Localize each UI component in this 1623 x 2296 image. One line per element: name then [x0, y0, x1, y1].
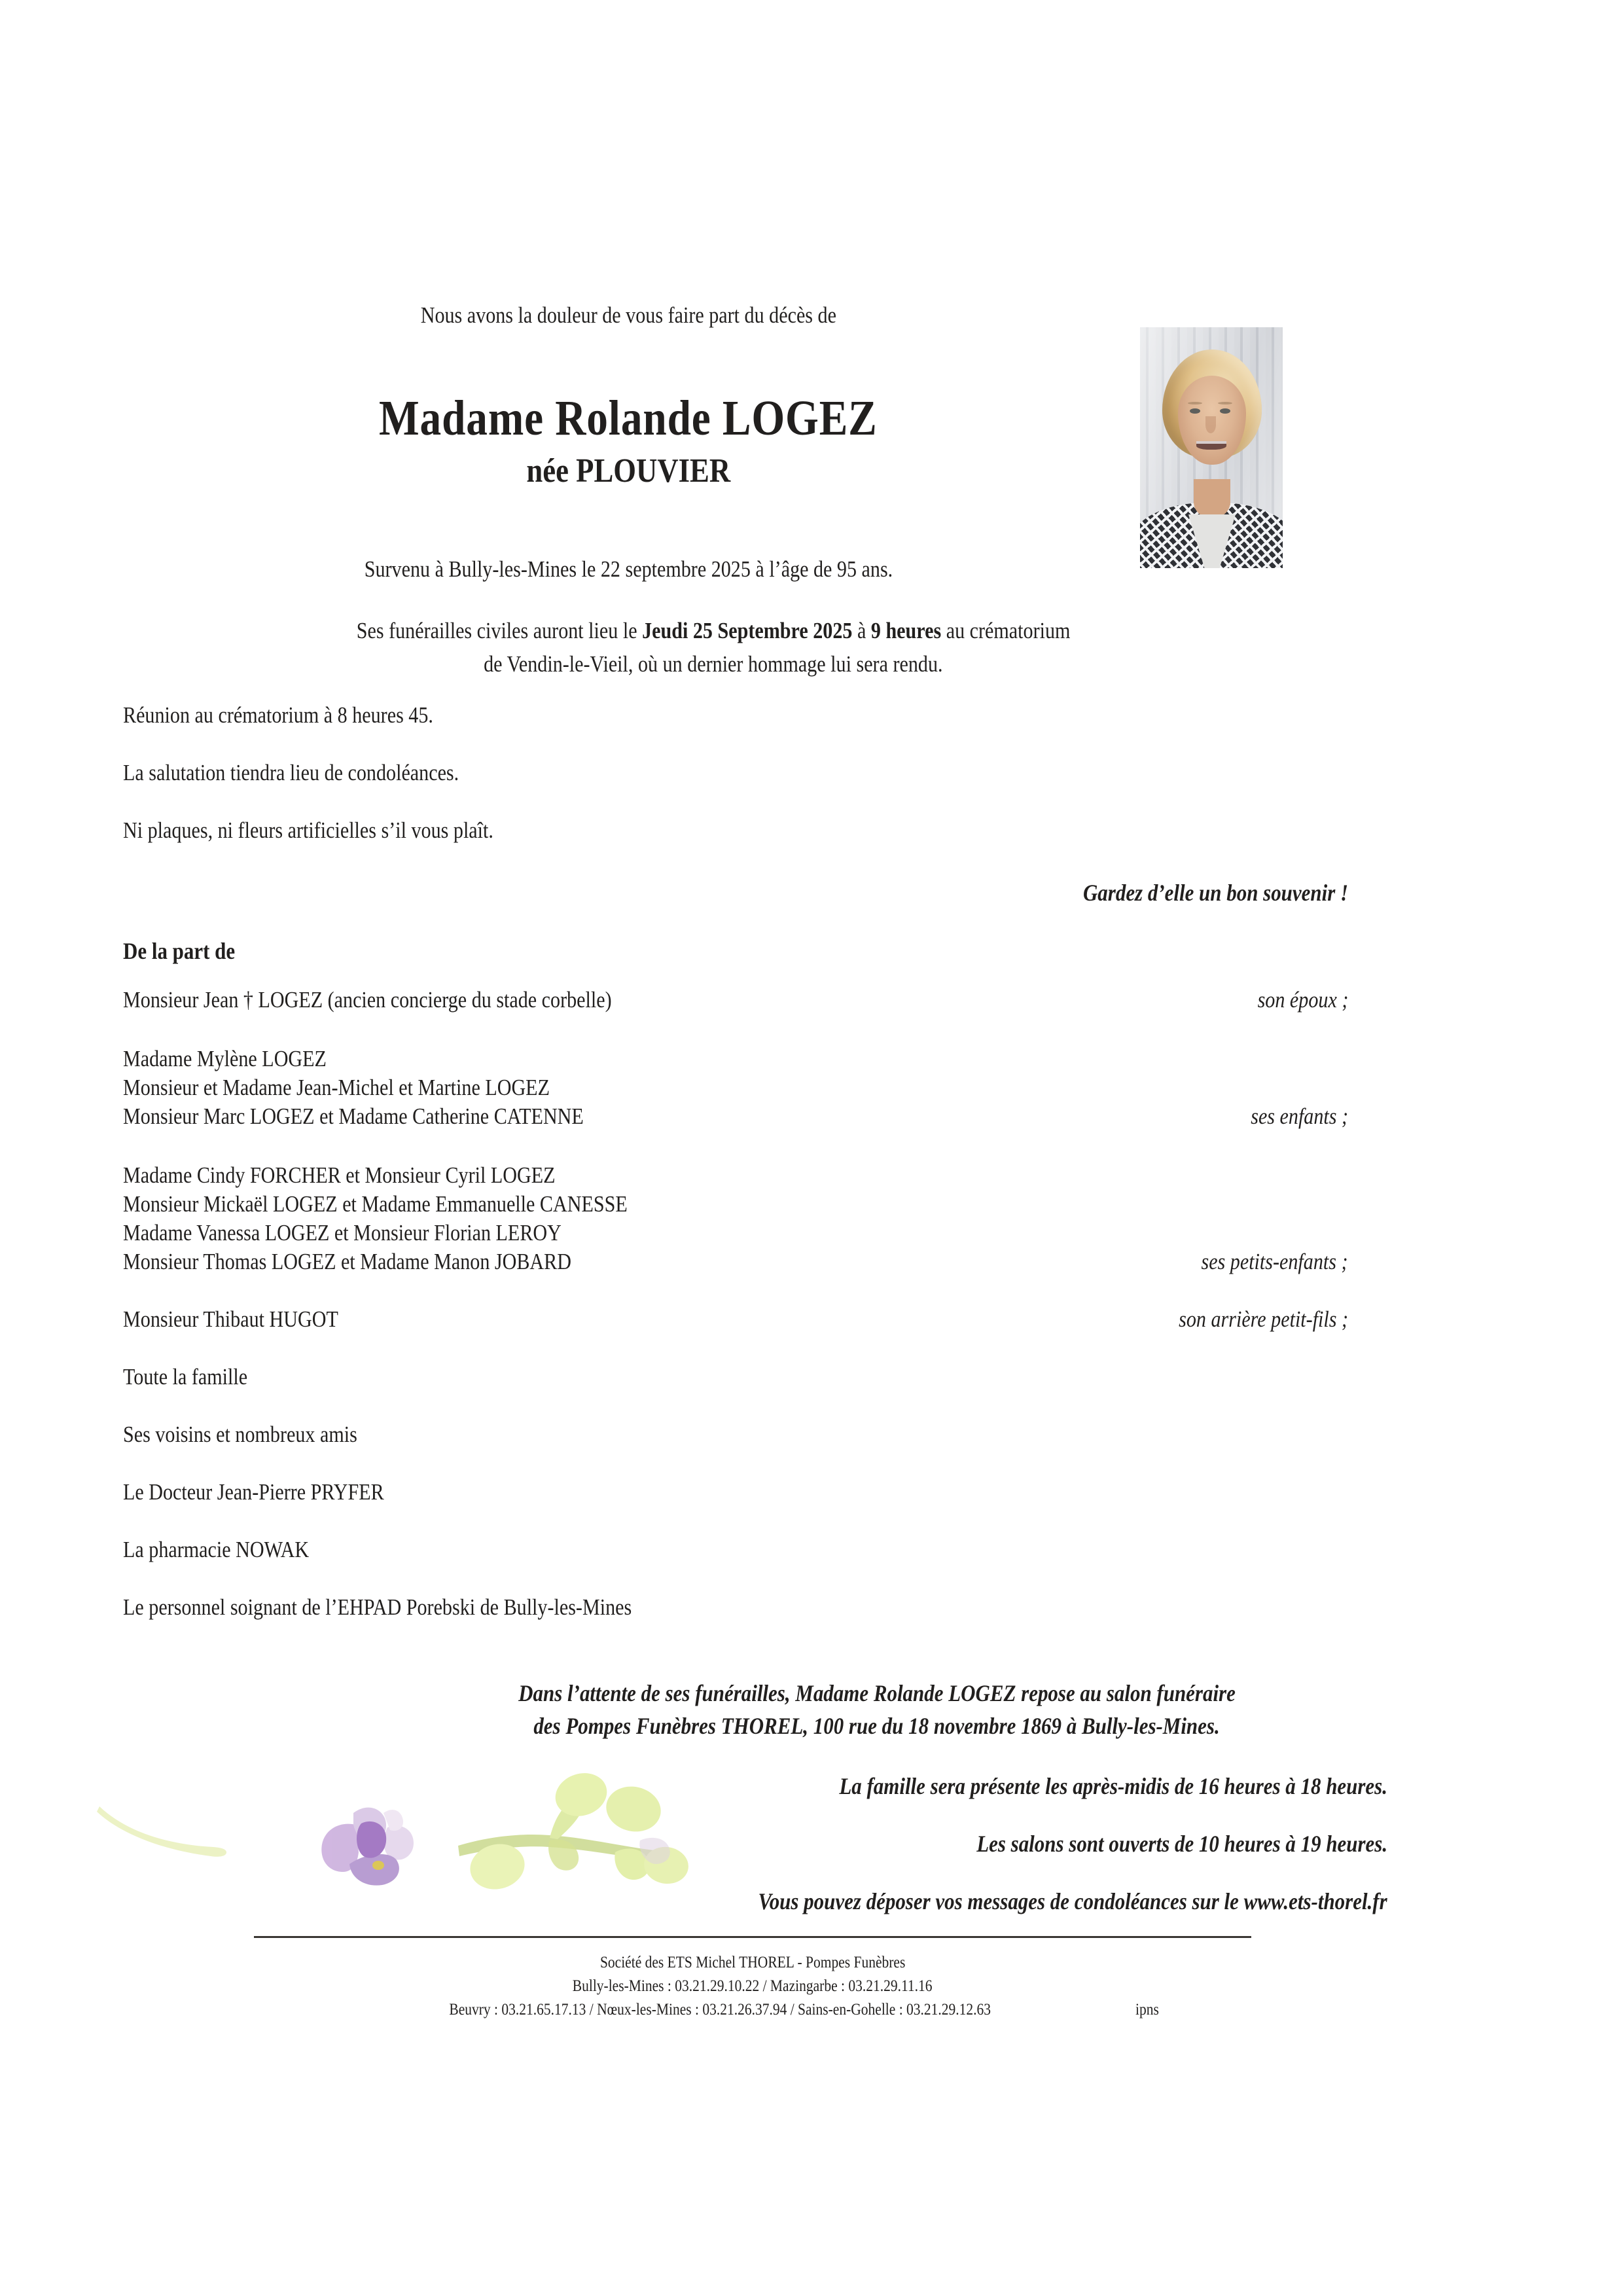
remembrance-line: Gardez d’elle un bon souvenir ! [1082, 880, 1348, 906]
other-mourner: La pharmacie NOWAK [123, 1537, 310, 1562]
family-relation: ses petits-enfants ; [1201, 1249, 1348, 1274]
funeral-date: Jeudi 25 Septembre 2025 [641, 618, 853, 643]
deceased-maiden-name: née PLOUVIER [526, 452, 730, 490]
footer-phones-line-2: Beuvry : 03.21.65.17.13 / Nœux-les-Mines : 03.21.26.37.94 / Sains-en-Gohelle : 03.21.29.12.63 [449, 2001, 991, 2018]
photo-eyebrow-left [1188, 402, 1202, 404]
family-name: Monsieur Marc LOGEZ et Madame Catherine CATENNE [123, 1103, 584, 1129]
no-flowers-line: Ni plaques, ni fleurs artificielles s’il vous plaît. [123, 817, 493, 843]
other-mourner: Le personnel soignant de l’EHPAD Porebski de Bully-les-Mines [123, 1594, 632, 1620]
funeral-line-1 [151, 618, 1276, 644]
salons-open-line: Les salons sont ouverts de 10 heures à 19 heures. [976, 1831, 1387, 1857]
funeral-time: 9 heures [870, 618, 942, 643]
deceased-portrait-photo [1140, 327, 1283, 568]
footer-divider [254, 1936, 1251, 1938]
intro-line: Nous avons la douleur de vous faire part du décès de [420, 302, 836, 328]
other-mourner: Ses voisins et nombreux amis [123, 1422, 357, 1447]
photo-neck [1194, 479, 1230, 517]
photo-mouth [1196, 441, 1226, 450]
photo-eye-right [1220, 408, 1230, 414]
family-relation: son époux ; [1257, 987, 1348, 1013]
salutation-line: La salutation tiendra lieu de condoléances. [123, 760, 459, 785]
deceased-name: Madame Rolande LOGEZ [379, 391, 878, 446]
family-name: Madame Vanessa LOGEZ et Monsieur Florian LEROY [123, 1220, 562, 1246]
condolences-website-line[interactable]: Vous pouvez déposer vos messages de condoléances sur le www.ets-thorel.fr [758, 1888, 1387, 1914]
family-relation: son arrière petit-fils ; [1179, 1306, 1348, 1332]
family-present-line: La famille sera présente les après-midis de 16 heures à 18 heures. [839, 1773, 1387, 1799]
meeting-line: Réunion au crématorium à 8 heures 45. [123, 702, 433, 728]
death-details-line: Survenu à Bully-les-Mines le 22 septembre 2025 à l’âge de 95 ans. [364, 556, 893, 582]
funeral-text-pre: Ses funérailles civiles auront lieu le [356, 618, 642, 643]
photo-nose [1205, 416, 1216, 433]
photo-eye-left [1190, 408, 1200, 414]
other-mourner: Toute la famille [123, 1364, 248, 1390]
footer-ipns-mark: ipns [1135, 2001, 1159, 2018]
family-name: Monsieur Thomas LOGEZ et Madame Manon JOBARD [123, 1249, 571, 1274]
family-name: Monsieur Mickaël LOGEZ et Madame Emmanuelle CANESSE [123, 1191, 628, 1217]
funeral-text-post: au crématorium [941, 618, 1071, 643]
footer-company: Société des ETS Michel THOREL - Pompes Funèbres [599, 1954, 906, 1971]
funeral-line-2: de Vendin-le-Vieil, où un dernier hommage lui sera rendu. [484, 651, 943, 677]
family-name: Monsieur et Madame Jean-Michel et Martine LOGEZ [123, 1075, 550, 1100]
funeral-text-mid: à [852, 618, 871, 643]
footer-phones-line-1: Bully-les-Mines : 03.21.29.10.22 / Mazingarbe : 03.21.29.11.16 [573, 1977, 933, 1995]
repose-line-1: Dans l’attente de ses funérailles, Madame Rolande LOGEZ repose au salon funéraire [518, 1680, 1236, 1706]
family-name: Madame Cindy FORCHER et Monsieur Cyril LOGEZ [123, 1162, 556, 1188]
family-relation: ses enfants ; [1251, 1103, 1348, 1129]
family-name: Monsieur Thibaut HUGOT [123, 1306, 338, 1332]
repose-line-2: des Pompes Funèbres THOREL, 100 rue du 18 novembre 1869 à Bully-les-Mines. [533, 1713, 1221, 1739]
family-name: Madame Mylène LOGEZ [123, 1046, 327, 1071]
from-heading: De la part de [123, 938, 236, 964]
other-mourner: Le Docteur Jean-Pierre PRYFER [123, 1479, 384, 1505]
photo-eyebrow-right [1218, 402, 1232, 404]
family-name: Monsieur Jean † LOGEZ (ancien concierge du stade corbelle) [123, 987, 612, 1013]
